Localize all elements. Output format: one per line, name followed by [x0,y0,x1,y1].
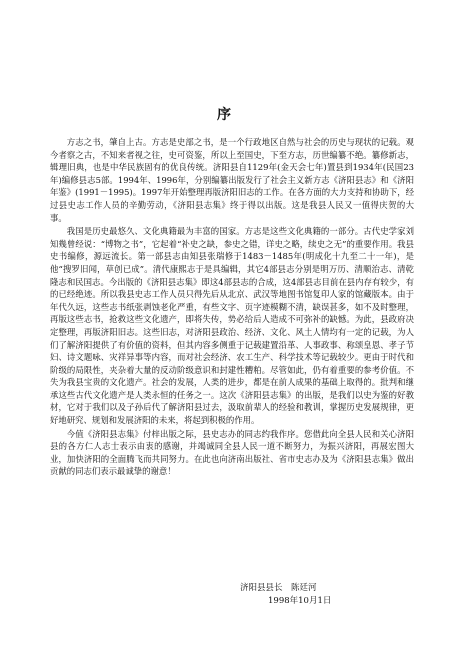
paragraph-3: 今值《济阳县志集》付梓出版之际，县史志办的同志约我作序。您借此向全县人民和关心济阳县的各方仁人志士表示由衷的感谢，并竭诚同全县人民一道不断努力，为振兴济阳，再展宏图大业，加快济阳的全面腾飞而共同努力。在此也向济南出版社、省市史志办及为《济阳县志集》做出贡献的同志们表示最诚挚的谢意！ [50,428,414,477]
paragraph-1: 方志之书，肇自上古。方志是史部之书，是一个行政地区自然与社会的历史与现状的记载。观今者察之古，不知来者视之往，史可资鉴，所以上至国史，下至方志，历世编纂不绝。纂修新志，辑理旧典，也是中华民族固有的优良传统。济阳县自1129年(金天会七年)置县到1934年(民国23年)编修县志5部。1994年、1996年，分别编纂出版发行了社会主义新方志《济阳县志》和《济阳年鉴》(1991－1995)。1997年开始整理再版济阳旧志的工作。在各方面的大力支持和协助下，经过县史志工作人员的辛勤劳动，《济阳县志集》终于得以出版。这是我县人民又一值得庆贺的大事。 [50,137,414,223]
preface-body [50,136,414,479]
signature-block [240,582,410,608]
signature-author: 济阳县县长 陈廷河 [240,583,317,593]
signature-date: 1998年10月1日 [268,596,332,606]
preface-title: 序 [217,107,233,123]
paragraph-2: 我国是历史最悠久、文化典籍最为丰富的国家。方志是这些文化典籍的一部分。古代史学家刘知幾曾经说：“博物之书”，它起着“补史之缺，参史之错，详史之略，续史之无”的重要作用。我县史书编修，源远流长。第一部县志由知县张瑞修于1483－1485年(明成化十九至二十一年)，是他“搜罗旧闻，草创已成”。清代康熙志于是具编辑，其它4部县志分别是明万历、清顺治志、清乾隆志和民国志。今出版的《济阳县志集》即这4部县志的合成，这4部县志目前在县内存有较少，有的已经绝迹。所以我县史志工作人员只得先后从北京、武汉等地图书馆复印人家的馆藏版本。由于年代久远，这些志书纸张剥蚀老化严重，有些文字、页字迹模糊不清，缺误甚多，如不及时整理，再版这些志书，抢救这些文化遗产，即将失传，势必给后人造成不可弥补的缺憾。为此，县政府决定整理，再版济阳旧志。这些旧志，对济阳县政治、经济、文化、风土人情均有一定的记载，为人们了解济阳提供了有价值的资料，但其内容多侧重于记载建置沿革、人事政事、称颂皇恩、孝子节妇、诗文题咏、灾祥异事等内容，而对社会经济、农工生产、科学技术等记载较少。更由于时代和阶级的局限性，夹杂着大量的反动阶级意识和封建性糟粕。尽管如此，仍有着重要的参考价值。不失为我县宝贵的文化遗产。社会的发展，人类的进步，都是在前人成果的基础上取得的。批判和继承这些古代文化遗产是人类永恒的任务之一。这次《济阳县志集》的出版，是我们以史为鉴的好教材，它对于我们以及子孙后代了解济阳县过去，汲取前辈人的经验和教训，掌握历史发展规律，更好地研究、规划和发展济阳的未来，将起到积极的作用。 [50,226,414,426]
